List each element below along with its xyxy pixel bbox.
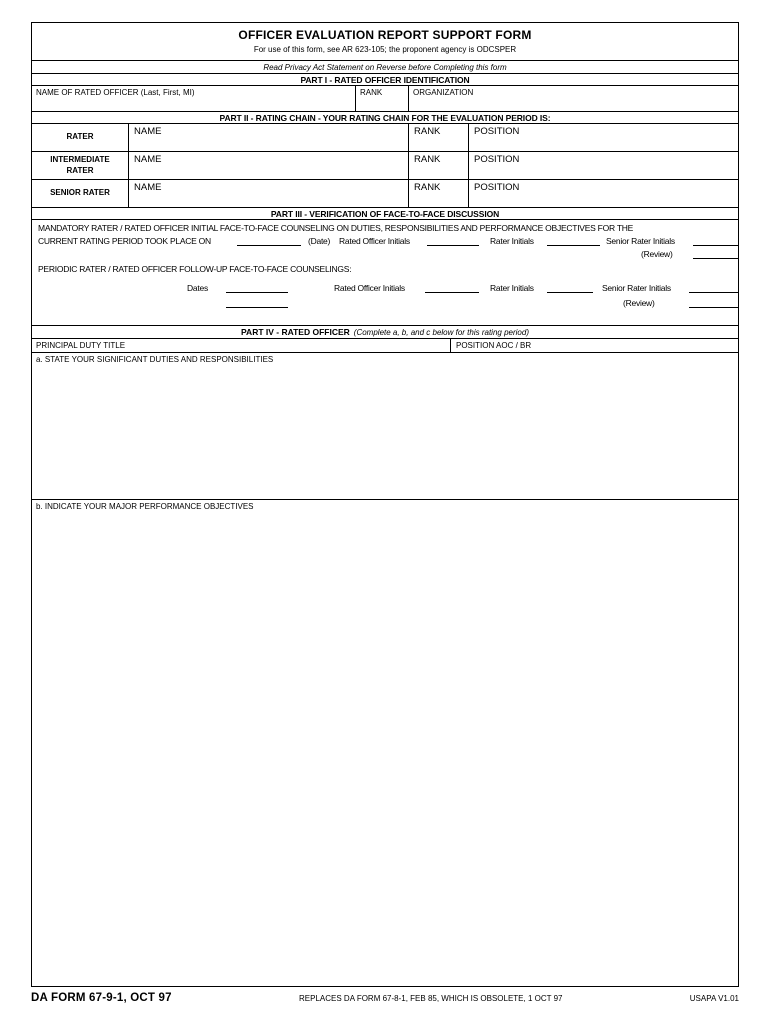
- oer-support-form: [31, 22, 739, 987]
- name-column-label: NAME: [134, 126, 162, 137]
- part3-body: [32, 220, 738, 326]
- part3-header: PART III - VERIFICATION OF FACE-TO-FACE DISCUSSION: [32, 208, 738, 220]
- intermediate-rater-position-field[interactable]: [469, 152, 738, 179]
- position-aoc-br-label: POSITION AOC / BR: [456, 341, 532, 350]
- rater-rank-field[interactable]: [409, 124, 469, 151]
- mandatory-senior-rater-review-blank[interactable]: [693, 249, 738, 259]
- mandatory-counseling-line1: MANDATORY RATER / RATED OFFICER INITIAL FACE-TO-FACE COUNSELING ON DUTIES, RESPONSIBILITIES AND PERFORMANCE OBJECTIVES FOR THE: [38, 223, 634, 233]
- periodic-senior-rater-review-blank[interactable]: [689, 298, 738, 308]
- name-column-label: NAME: [134, 154, 162, 165]
- rater-initials-label: Rater Initials: [490, 236, 534, 246]
- periodic-dates-blank-2[interactable]: [226, 298, 288, 308]
- part1-fields-row: [32, 86, 738, 112]
- rater-name-field[interactable]: [129, 124, 409, 151]
- rater-role-label: RATER: [32, 124, 129, 151]
- part2-header: PART II - RATING CHAIN - YOUR RATING CHAIN FOR THE EVALUATION PERIOD IS:: [32, 112, 738, 124]
- senior-rater-name-field[interactable]: [129, 180, 409, 207]
- intermediate-rater-role-label: INTERMEDIATE RATER: [32, 152, 129, 179]
- part4-title: PART IV - RATED OFFICER: [241, 327, 350, 337]
- rated-officer-organization-field[interactable]: [409, 86, 738, 111]
- rated-officer-rank-label: RANK: [360, 88, 383, 97]
- rated-officer-initials-label: Rated Officer Initials: [339, 236, 410, 246]
- position-column-label: POSITION: [474, 126, 520, 137]
- form-title: OFFICER EVALUATION REPORT SUPPORT FORM: [238, 28, 532, 42]
- counseling-date-blank[interactable]: [237, 236, 301, 246]
- dates-label: Dates: [187, 283, 208, 293]
- part4-header: [32, 326, 738, 339]
- intermediate-rater-rank-field[interactable]: [409, 152, 469, 179]
- mandatory-senior-rater-initials-blank[interactable]: [693, 236, 738, 246]
- mandatory-rater-initials-blank[interactable]: [547, 236, 600, 246]
- senior-rater-initials-label: Senior Rater Initials: [602, 283, 671, 293]
- rater-initials-label: Rater Initials: [490, 283, 534, 293]
- senior-rater-rank-field[interactable]: [409, 180, 469, 207]
- senior-rater-position-field[interactable]: [469, 180, 738, 207]
- intermediate-rater-name-field[interactable]: [129, 152, 409, 179]
- rated-officer-initials-label: Rated Officer Initials: [334, 283, 405, 293]
- duties-responsibilities-area[interactable]: [32, 353, 738, 500]
- periodic-dates-blank-1[interactable]: [226, 283, 288, 293]
- replaces-note: REPLACES DA FORM 67-8-1, FEB 85, WHICH IS OBSOLETE, 1 OCT 97: [299, 994, 563, 1003]
- senior-rater-initials-label: Senior Rater Initials: [606, 236, 675, 246]
- name-column-label: NAME: [134, 182, 162, 193]
- part1-header: PART I - RATED OFFICER IDENTIFICATION: [32, 74, 738, 86]
- part4-duty-row: [32, 339, 738, 353]
- principal-duty-title-label: PRINCIPAL DUTY TITLE: [36, 341, 126, 350]
- form-header: [32, 23, 738, 61]
- privacy-act-notice: Read Privacy Act Statement on Reverse before Completing this form: [32, 61, 738, 74]
- periodic-counseling-heading: PERIODIC RATER / RATED OFFICER FOLLOW-UP FACE-TO-FACE COUNSELINGS:: [38, 264, 352, 274]
- position-column-label: POSITION: [474, 154, 520, 165]
- section-b-label: b. INDICATE YOUR MAJOR PERFORMANCE OBJECTIVES: [36, 502, 254, 511]
- rated-officer-rank-field[interactable]: [356, 86, 409, 111]
- rank-column-label: RANK: [414, 182, 441, 193]
- rank-column-label: RANK: [414, 154, 441, 165]
- review-label: (Review): [641, 249, 673, 259]
- position-aoc-br-field[interactable]: [451, 339, 738, 352]
- performance-objectives-area[interactable]: [32, 500, 738, 986]
- senior-rater-role-label: SENIOR RATER: [32, 180, 129, 207]
- position-column-label: POSITION: [474, 182, 520, 193]
- mandatory-rated-officer-initials-blank[interactable]: [427, 236, 479, 246]
- periodic-rated-officer-initials-blank[interactable]: [425, 283, 479, 293]
- periodic-senior-rater-initials-blank[interactable]: [689, 283, 738, 293]
- periodic-rater-initials-blank[interactable]: [547, 283, 593, 293]
- form-purpose-note: For use of this form, see AR 623-105; the proponent agency is ODCSPER: [253, 45, 517, 54]
- principal-duty-title-field[interactable]: [32, 339, 451, 352]
- rating-chain-row-intermediate-rater: [32, 152, 738, 180]
- part4-note: (Complete a, b, and c below for this rating period): [353, 327, 529, 337]
- section-a-label: a. STATE YOUR SIGNIFICANT DUTIES AND RESPONSIBILITIES: [36, 355, 274, 364]
- mandatory-counseling-line2-prefix: CURRENT RATING PERIOD TOOK PLACE ON: [38, 236, 211, 246]
- review-label: (Review): [623, 298, 655, 308]
- form-footer: [31, 992, 739, 1004]
- rating-chain-row-rater: [32, 124, 738, 152]
- rated-officer-name-field[interactable]: [32, 86, 356, 111]
- rated-officer-name-label: NAME OF RATED OFFICER (Last, First, MI): [36, 88, 195, 97]
- rating-chain-row-senior-rater: [32, 180, 738, 208]
- date-label: (Date): [308, 236, 331, 246]
- form-number: DA FORM 67-9-1, OCT 97: [31, 992, 172, 1004]
- rank-column-label: RANK: [414, 126, 441, 137]
- version-label: USAPA V1.01: [689, 994, 739, 1003]
- rated-officer-organization-label: ORGANIZATION: [413, 88, 474, 97]
- rater-position-field[interactable]: [469, 124, 738, 151]
